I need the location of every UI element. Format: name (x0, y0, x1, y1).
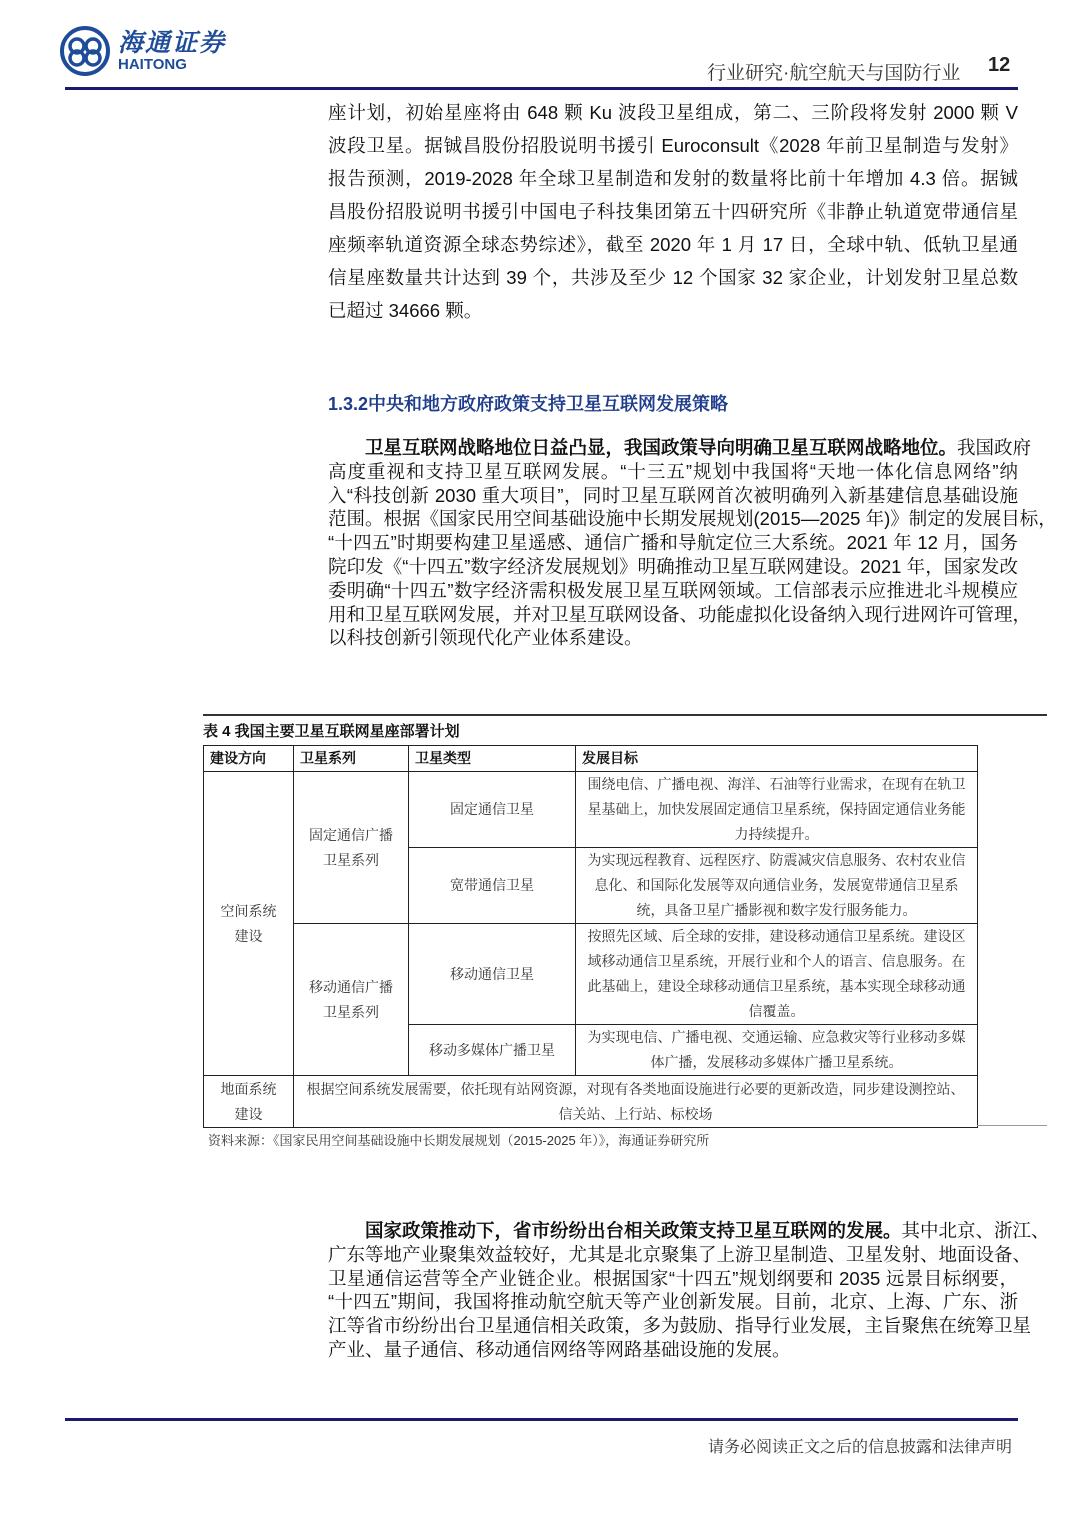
table-bottom-rule (977, 1125, 1047, 1126)
text-line: 高度重视和支持卫星互联网发展。“十三五”规划中我国将“天地一体化信息网络”纳 (328, 460, 1018, 482)
table-source: 资料来源：《国家民用空间基础设施中长期发展规划（2015-2025 年）》，海通证券研究所 (208, 1133, 710, 1148)
text-line: 产业、量子通信、移动通信网络等网路基础设施的发展。 (328, 1338, 791, 1360)
section-title: 1.3.2中央和地方政府政策支持卫星互联网发展策略 (328, 394, 729, 414)
header-cell: 卫星类型 (409, 746, 576, 772)
series-cell: 移动通信广播卫星系列 (294, 924, 409, 1076)
text-line: 卫星通信运营等全产业链企业。根据国家“十四五”规划纲要和 2035 远景目标纲要， (328, 1267, 1018, 1289)
table-header-row (204, 746, 978, 772)
ground-goal-cell: 根据空间系统发展需要，依托现有站网资源，对现有各类地面设施进行必要的更新改造，同步建设测控站、信关站、上行站、标校场 (294, 1076, 978, 1128)
text-line: 昌股份招股说明书援引中国电子科技集团第五十四研究所《非静止轨道宽带通信星 (328, 201, 1018, 222)
table-row (204, 772, 978, 848)
goal-cell: 为实现电信、广播电视、交通运输、应急救灾等行业移动多媒体广播，发展移动多媒体广播卫星系统。 (576, 1025, 978, 1076)
logo-cn: 海通证券 (118, 29, 227, 57)
text-line: 以科技创新引领现代化产业体系建设。 (328, 627, 643, 649)
header-cell: 发展目标 (576, 746, 978, 772)
text-line: 座计划，初始星座将由 648 颗 Ku 波段卫星组成，第二、三阶段将发射 2000 颗 V (328, 102, 1018, 123)
header-title: 行业研究·航空航天与国防行业 (707, 63, 961, 84)
text-line: 委明确“十四五”数字经济需积极发展卫星互联网领域。工信部表示应推进北斗规模应 (328, 579, 1018, 601)
haitong-logo (60, 26, 226, 76)
series-cell: 固定通信广播卫星系列 (294, 772, 409, 924)
text-line: 报告预测，2019-2028 年全球卫星制造和发射的数量将比前十年增加 4.3 倍。据铖 (328, 168, 1018, 189)
text-line: 院印发《“十四五”数字经济发展规划》明确推动卫星互联网建设。2021 年，国家发改 (328, 555, 1018, 577)
paragraph-2-first-line (328, 436, 1032, 460)
paragraph-2-first-rest: 我国政府 (957, 437, 1032, 458)
paragraph-3-first-rest: 其中北京、浙江、 (901, 1220, 1050, 1241)
text-line: 江等省市纷纷出台卫星通信相关政策，多为鼓励、指导行业发展，主旨聚焦在统筹卫星 (328, 1315, 1032, 1337)
header-divider (65, 87, 1018, 90)
footer-divider (65, 1418, 1018, 1421)
type-cell: 移动多媒体广播卫星 (409, 1025, 576, 1076)
paragraph-2-lead: 卫星互联网战略地位日益凸显，我国政策导向明确卫星互联网战略地位。 (365, 437, 958, 458)
text-line: 已超过 34666 颗。 (328, 300, 483, 321)
paragraph-3 (328, 1219, 1050, 1362)
paragraph-1 (328, 96, 1018, 327)
logo-en: HAITONG (118, 56, 187, 73)
text-line: 范围。根据《国家民用空间基础设施中长期发展规划(2015—2025 年)》制定的发展目标， (328, 508, 1057, 530)
table-row (204, 924, 978, 1025)
type-cell: 宽带通信卫星 (409, 848, 576, 924)
text-line: “十四五”期间，我国将推动航空航天等产业创新发展。目前，北京、上海、广东、浙 (328, 1291, 1018, 1313)
text-line: 座频率轨道资源全球态势综述》，截至 2020 年 1 月 17 日，全球中轨、低轨卫星通 (328, 234, 1018, 255)
direction-cell: 空间系统建设 (204, 772, 294, 1076)
constellation-plan-table (203, 745, 978, 1128)
paragraph-3-first-line (328, 1219, 1050, 1243)
goal-cell: 围绕电信、广播电视、海洋、石油等行业需求，在现有在轨卫星基础上，加快发展固定通信卫星系统，保持固定通信业务能力持续提升。 (576, 772, 978, 848)
type-cell: 固定通信卫星 (409, 772, 576, 848)
paragraph-3-lead: 国家政策推动下，省市纷纷出台相关政策支持卫星互联网的发展。 (365, 1220, 902, 1241)
haitong-logo-icon (60, 26, 110, 76)
text-line: 信星座数量共计达到 39 个，共涉及至少 12 个国家 32 家企业，计划发射卫星总数 (328, 267, 1018, 288)
footer-disclaimer: 请务必阅读正文之后的信息披露和法律声明 (708, 1439, 1013, 1456)
table-caption: 表 4 我国主要卫星互联网星座部署计划 (203, 723, 460, 740)
goal-cell: 按照先区域、后全球的安排，建设移动通信卫星系统。建设区域移动通信卫星系统，开展行业和个人的语言、信息服务。在此基础上，建设全球移动通信卫星系统，基本实现全球移动通信覆盖。 (576, 924, 978, 1025)
header-cell: 建设方向 (204, 746, 294, 772)
header-cell: 卫星系列 (294, 746, 409, 772)
table-row (204, 1076, 978, 1128)
text-line: 波段卫星。据铖昌股份招股说明书援引 Euroconsult《2028 年前卫星制造与发射》 (328, 135, 1018, 156)
text-line: 用和卫星互联网发展，并对卫星互联网设备、功能虚拟化设备纳入现行进网许可管理， (328, 603, 1032, 625)
direction-cell: 地面系统建设 (204, 1076, 294, 1128)
text-line: “十四五”时期要构建卫星遥感、通信广播和导航定位三大系统。2021 年 12 月，国务 (328, 532, 1018, 554)
type-cell: 移动通信卫星 (409, 924, 576, 1025)
goal-cell: 为实现远程教育、远程医疗、防震减灾信息服务、农村农业信息化、和国际化发展等双向通信业务，发展宽带通信卫星系统，具备卫星广播影视和数字发行服务能力。 (576, 848, 978, 924)
text-line: 入“科技创新 2030 重大项目”，同时卫星互联网首次被明确列入新基建信息基础设施 (328, 484, 1018, 506)
table-top-rule (203, 714, 1047, 716)
paragraph-2 (328, 436, 1057, 650)
text-line: 广东等地产业聚集效益较好，尤其是北京聚集了上游卫星制造、卫星发射、地面设备、 (328, 1243, 1032, 1265)
page-number: 12 (988, 54, 1011, 76)
